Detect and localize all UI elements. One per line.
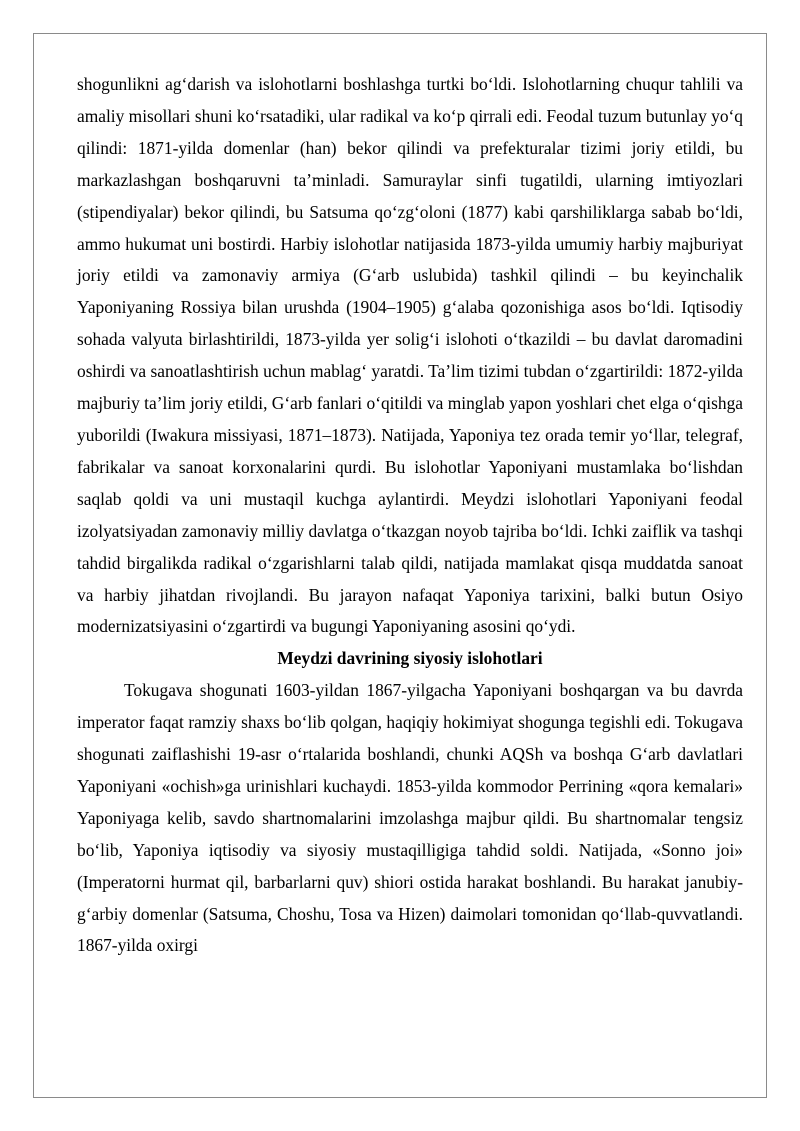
section-heading: Meydzi davrining siyosiy islohotlari	[277, 648, 543, 669]
document-body	[77, 69, 743, 962]
body-paragraph: Tokugava shogunati 1603-yildan 1867-yilgacha Yaponiyani boshqargan va bu davrda imperator faqat ramziy shaxs bo‘lib qolgan, haqiqiy hokimiyat shogunga tegishli edi. Tokugava shogunati zaiflashishi 19-asr o‘rtalarida boshlandi, chunki AQSh va boshqa G‘arb davlatlari Yaponiyani «ochish»ga urinishlari kuchaydi. 1853-yilda kommodor Perrining «qora kemalari» Yaponiyaga kelib, savdo shartnomalarini imzolashga majbur qildi. Bu shartnomalar tengsiz bo‘lib, Yaponiya iqtisodiy va siyosiy mustaqilligiga tahdid soldi. Natijada, «Sonno joi» (Imperatorni hurmat qil, barbarlarni quv) shiori ostida harakat boshlandi. Bu harakat janubiy-g‘arbiy domenlar (Satsuma, Choshu, Tosa va Hizen) daimolari tomonidan qo‘llab-quvvatlandi. 1867-yilda oxirgi	[77, 680, 743, 956]
body-paragraph: shogunlikni ag‘darish va islohotlarni boshlashga turtki bo‘ldi. Islohotlarning chuqur tahlili va amaliy misollari shuni ko‘rsatadiki, ular radikal va ko‘p qirrali edi. Feodal tuzum butunlay yo‘q qilindi: 1871-yilda domenlar (han) bekor qilindi va prefekturalar tizimi joriy etildi, bu markazlashgan boshqaruvni ta’minladi. Samuraylar sinfi tugatildi, ularning imtiyozlari (stipendiyalar) bekor qilindi, bu Satsuma qo‘zg‘oloni (1877) kabi qarshiliklarga sabab bo‘ldi, ammo hukumat uni bostirdi. Harbiy islohotlar natijasida 1873-yilda umumiy harbiy majburiyat joriy etildi va zamonaviy armiya (G‘arb uslubida) tashkil qilindi – bu keyinchalik Yaponiyaning Rossiya bilan urushda (1904–1905) g‘alaba qozonishiga asos bo‘ldi. Iqtisodiy sohada valyuta birlashtirildi, 1873-yilda yer solig‘i islohoti o‘tkazildi – bu davlat daromadini oshirdi va sanoatlashtirish uchun mablag‘ yaratdi. Ta’lim tizimi tubdan o‘zgartirildi: 1872-yilda majburiy ta’lim joriy etildi, G‘arb fanlari o‘qitildi va minglab yapon yoshlari chet elga o‘qishga yuborildi (Iwakura missiyasi, 1871–1873). Natijada, Yaponiya tez orada temir yo‘llar, telegraf, fabrikalar va sanoat korxonalarini qurdi. Bu islohotlar Yaponiyani mustamlaka bo‘lishdan saqlab qoldi va uni mustaqil kuchga aylantirdi. Meydzi islohotlari Yaponiyani feodal izolyatsiyadan zamonaviy milliy davlatga o‘tkazgan noyob tajriba bo‘ldi. Ichki zaiflik va tashqi tahdid birgalikda radikal o‘zgarishlarni talab qildi, natijada mamlakat qisqa muddatda sanoat va harbiy jihatdan rivojlandi. Bu jarayon nafaqat Yaponiya tarixini, balki butun Osiyo modernizatsiyasini o‘zgartirdi va bugungi Yaponiyaning asosini qo‘ydi.	[77, 74, 743, 637]
